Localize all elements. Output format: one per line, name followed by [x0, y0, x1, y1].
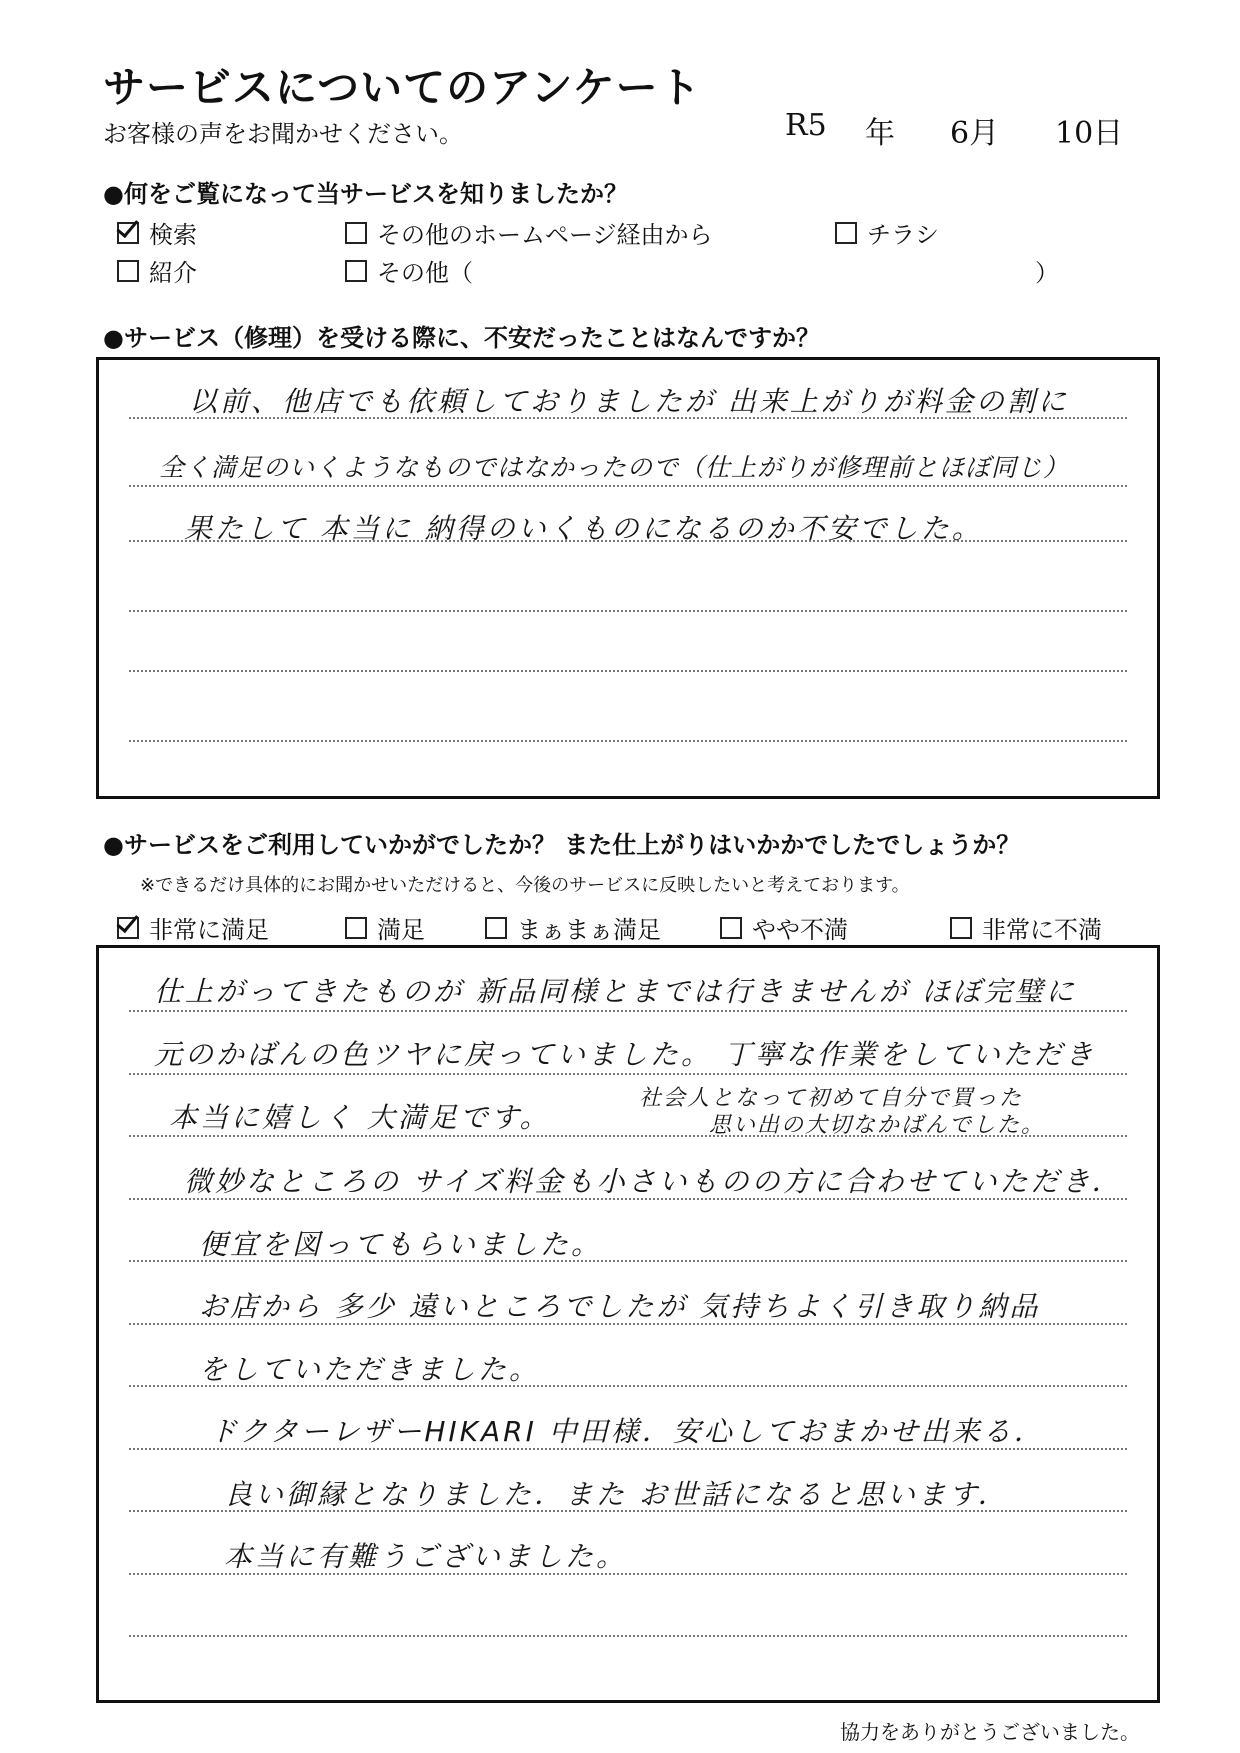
- q1-option-label: その他（: [377, 259, 473, 287]
- q2-answer-line: 果たして 本当に 納得のいくものになるのか不安でした。: [184, 512, 983, 545]
- q3-insert-line: 社会人となって初めて自分で買った: [639, 1086, 1024, 1111]
- q3-answer-line: 元のかばんの色ツヤに戻っていました。 丁寧な作業をしていただき: [154, 1038, 1096, 1071]
- q3-insert-line: 思い出の大切なかばんでした。: [709, 1113, 1046, 1138]
- q2-answer-line: 全く満足のいくようなものではなかったので（仕上がりが修理前とほぼ同じ）: [159, 453, 1070, 482]
- q3-note: ※できるだけ具体的にお聞かせいただけると、今後のサービスに反映したいと考えております。: [140, 875, 910, 896]
- date-era-year: R5: [785, 108, 827, 143]
- date-day: 10日: [1055, 116, 1124, 151]
- q3-answer-line: ドクターレザーHIKARI 中田様．安心しておまかせ出来る．: [209, 1415, 1045, 1448]
- q1-other-close-paren: ）: [1035, 259, 1059, 287]
- rating-slightly-dissatisfied[interactable]: [720, 910, 848, 945]
- checkbox-checked-icon[interactable]: [117, 222, 139, 244]
- checkbox-icon[interactable]: [720, 917, 742, 939]
- checkbox-icon[interactable]: [345, 222, 367, 244]
- answer-rule-line: [129, 740, 1127, 742]
- q3-answer-line: 仕上がってきたものが 新品同様とまでは行きませんが ほぼ完璧に: [154, 975, 1077, 1008]
- rating-label: 非常に満足: [149, 916, 269, 944]
- answer-rule-line: [129, 1635, 1127, 1637]
- checkbox-icon[interactable]: [485, 917, 507, 939]
- answer-rule-line: [129, 610, 1127, 612]
- rating-label: 非常に不満: [982, 916, 1102, 944]
- answer-rule-line: [129, 1010, 1127, 1012]
- checkbox-icon[interactable]: [345, 917, 367, 939]
- footer-thanks: 協力をありがとうございました。: [840, 1720, 1140, 1744]
- q3-answer-line: 良い御縁となりました．また お世話になると思います．: [224, 1478, 1009, 1511]
- q1-question: ●何をご覧になって当サービスを知りましたか？: [103, 180, 628, 208]
- date-year-label: 年: [865, 116, 895, 151]
- checkbox-icon[interactable]: [345, 260, 367, 282]
- checkbox-icon[interactable]: [835, 222, 857, 244]
- q2-answer-line: 以前、他店でも依頼しておりましたが 出来上がりが料金の割に: [189, 385, 1069, 418]
- answer-rule-line: [129, 485, 1127, 487]
- q1-option-referral[interactable]: [117, 253, 197, 288]
- checkbox-checked-icon[interactable]: [117, 917, 139, 939]
- q1-option-flyer[interactable]: [835, 215, 939, 250]
- q2-question: ●サービス（修理）を受ける際に、不安だったことはなんですか？: [103, 324, 820, 352]
- q3-answer-line: お店から 多少 遠いところでしたが 気持ちよく引き取り納品: [199, 1290, 1041, 1323]
- rating-very-satisfied[interactable]: [117, 910, 269, 945]
- q1-option-search[interactable]: [117, 215, 197, 250]
- rating-somewhat-satisfied[interactable]: [485, 910, 661, 945]
- survey-subtitle: お客様の声をお聞かせください。: [103, 120, 463, 148]
- rating-label: やや不満: [752, 916, 848, 944]
- rating-label: 満足: [377, 916, 425, 944]
- q1-option-label: その他のホームページ経由から: [377, 221, 713, 249]
- answer-rule-line: [129, 1073, 1127, 1075]
- rating-satisfied[interactable]: [345, 910, 425, 945]
- q3-answer-line: 本当に有難うございました。: [224, 1540, 628, 1573]
- q1-option-label: 紹介: [149, 259, 197, 287]
- q1-option-label: チラシ: [867, 221, 939, 249]
- survey-title: サービスについてのアンケート: [103, 63, 702, 112]
- checkbox-icon[interactable]: [950, 917, 972, 939]
- q3-question: ●サービスをご利用していかがでしたか？ また仕上がりはいかかでしたでしょうか？: [103, 831, 1021, 859]
- rating-label: まぁまぁ満足: [517, 916, 661, 944]
- q3-answer-line: 本当に嬉しく 大満足です。: [169, 1101, 551, 1134]
- q3-answer-line: 微妙なところの サイズ料金も小さいものの方に合わせていただき．: [184, 1165, 1123, 1198]
- checkbox-icon[interactable]: [117, 260, 139, 282]
- q2-answer-box[interactable]: [96, 357, 1160, 799]
- q1-option-label: 検索: [149, 221, 197, 249]
- q3-answer-box[interactable]: [96, 945, 1160, 1703]
- rating-very-dissatisfied[interactable]: [950, 910, 1102, 945]
- q3-answer-line: 便宜を図ってもらいました。: [199, 1228, 603, 1261]
- q1-option-other-homepage[interactable]: [345, 215, 713, 250]
- answer-rule-line: [129, 670, 1127, 672]
- q3-answer-line: をしていただきました。: [199, 1353, 541, 1386]
- date-month: 6月: [950, 116, 1000, 151]
- q1-option-other[interactable]: [345, 253, 473, 288]
